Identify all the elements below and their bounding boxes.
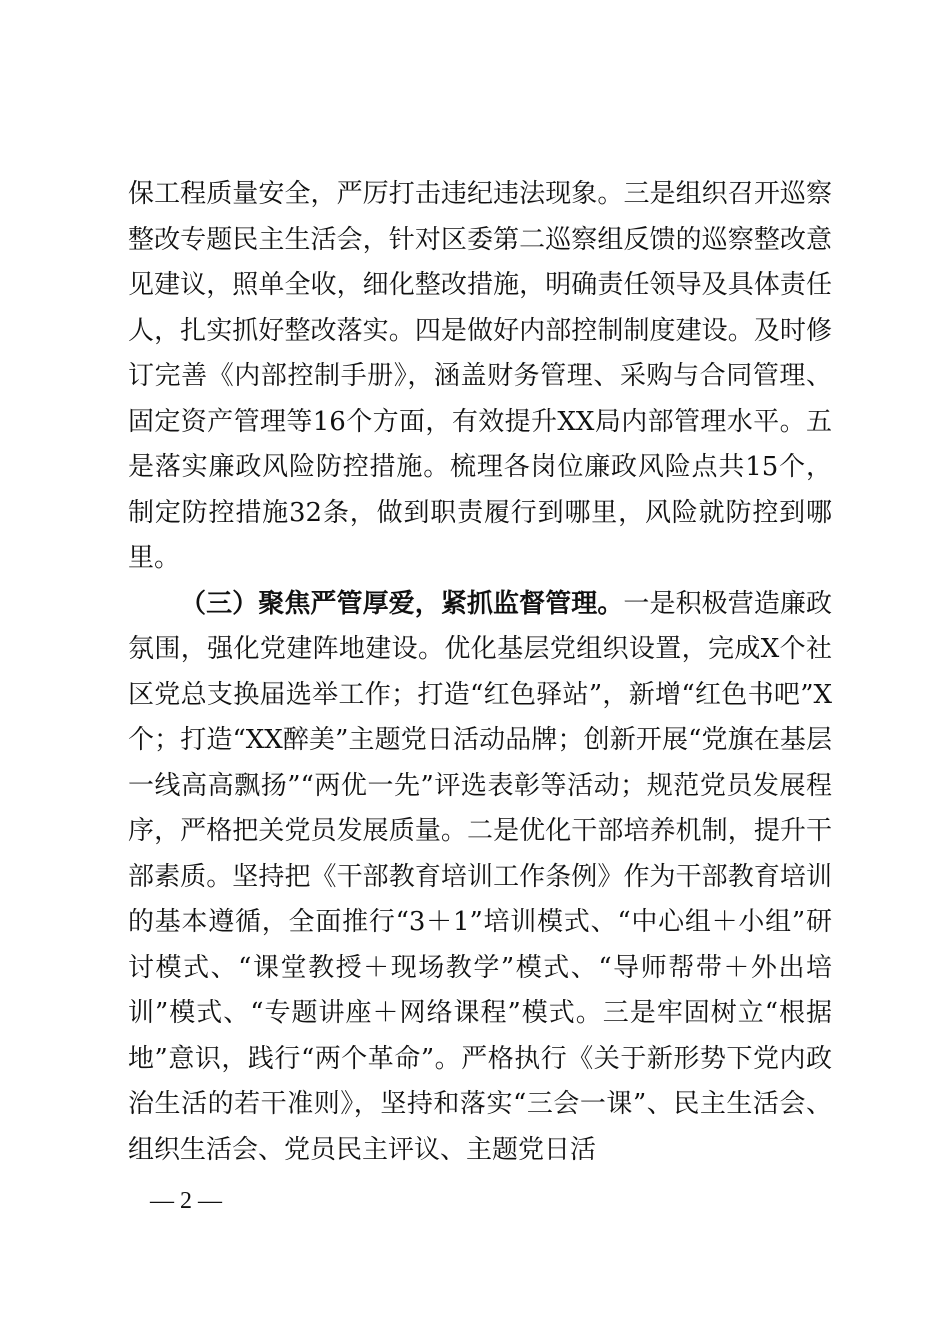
section-body: 一是积极营造廉政氛围，强化党建阵地建设。优化基层党组织设置，完成X个社区党总支换届选举工作；打造“红色驿站”，新增“红色书吧”X个；打造“XX醉美”主题党日活动品牌；创新开展“党旗在基层一线高高飘扬”“两优一先”评选表彰等活动；规范党员发展程序，严格把关党员发展质量。二是优化干部培养机制，提升干部素质。坚持把《干部教育培训工作条例》作为干部教育培训的基本遵循，全面推行“3＋1”培训模式、“中心组＋小组”研讨模式、“课堂教授＋现场教学”模式、“导师帮带＋外出培训”模式、“专题讲座＋网络课程”模式。三是牢固树立“根据地”意识，践行“两个革命”。严格执行《关于新形势下党内政治生活的若干准则》，坚持和落实“三会一课”、民主生活会、组织生活会、党员民主评议、主题党日活 <box>128 588 832 1165</box>
page-number: — 2 — <box>150 1188 222 1214</box>
section-heading: （三）聚焦严管厚爱，紧抓监督管理。 <box>180 588 624 619</box>
paragraph-continuation: 保工程质量安全，严厉打击违纪违法现象。三是组织召开巡察整改专题民主生活会，针对区委第二巡察组反馈的巡察整改意见建议，照单全收，细化整改措施，明确责任领导及具体责任人，扎实抓好整改落实。四是做好内部控制制度建设。及时修订完善《内部控制手册》，涵盖财务管理、采购与合同管理、固定资产管理等16个方面，有效提升XX局内部管理水平。五是落实廉政风险防控措施。梳理各岗位廉政风险点共15个，制定防控措施32条，做到职责履行到哪里，风险就防控到哪里。 <box>128 179 832 573</box>
document-body <box>128 172 832 1173</box>
paragraph-section-three <box>128 582 832 1174</box>
